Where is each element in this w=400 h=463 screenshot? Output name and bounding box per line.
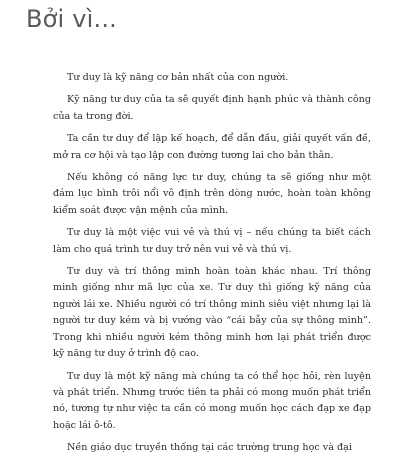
paragraph: Ta cần tư duy để lập kế hoạch, để dẫn đầu, giải quyết vấn đề, mở ra cơ hội và tạo lập con đường tương lai cho bản thân.: [53, 133, 371, 161]
paragraph: Tư duy là một việc vui vẻ và thú vị – nếu chúng ta biết cách làm cho quá trình tư duy trở nên vui vẻ và thú vị.: [53, 227, 371, 255]
body-text: [53, 70, 371, 463]
paragraph: Tư duy là kỹ năng cơ bản nhất của con người.: [67, 72, 289, 83]
chapter-heading: Bởi vì...: [26, 5, 118, 33]
paragraph: Tư duy là một kỹ năng mà chúng ta có thể học hỏi, rèn luyện và phát triển. Nhưng trước tiên ta phải có mong muốn phát triển nó, tương tự như việc ta cần có mong muốn học cách đạp xe đạp hoặc lái ô-tô.: [53, 370, 371, 431]
paragraph: Nếu không có năng lực tư duy, chúng ta sẽ giống như một đám lục bình trôi nổi vô định trên dòng nước, hoàn toàn không kiểm soát được vận mệnh của mình.: [53, 172, 371, 216]
paragraph: Kỹ năng tư duy của ta sẽ quyết định hạnh phúc và thành công của ta trong đời.: [53, 94, 371, 122]
paragraph: Nền giáo dục truyền thống tại các trường trung học và đại: [67, 442, 352, 454]
paragraph: Tư duy và trí thông minh hoàn toàn khác nhau. Trí thông minh giống như mã lực của xe. Tư duy thì giống kỹ năng của người lái xe. Nhiều người có trí thông minh siêu việt nhưng lại là người tư duy kém và bị vướng vào “cái bẫy của sự thông minh”. Trong khi nhiều người kém thông minh hơn lại phát triển được kỹ năng tư duy ở trình độ cao.: [53, 266, 371, 360]
